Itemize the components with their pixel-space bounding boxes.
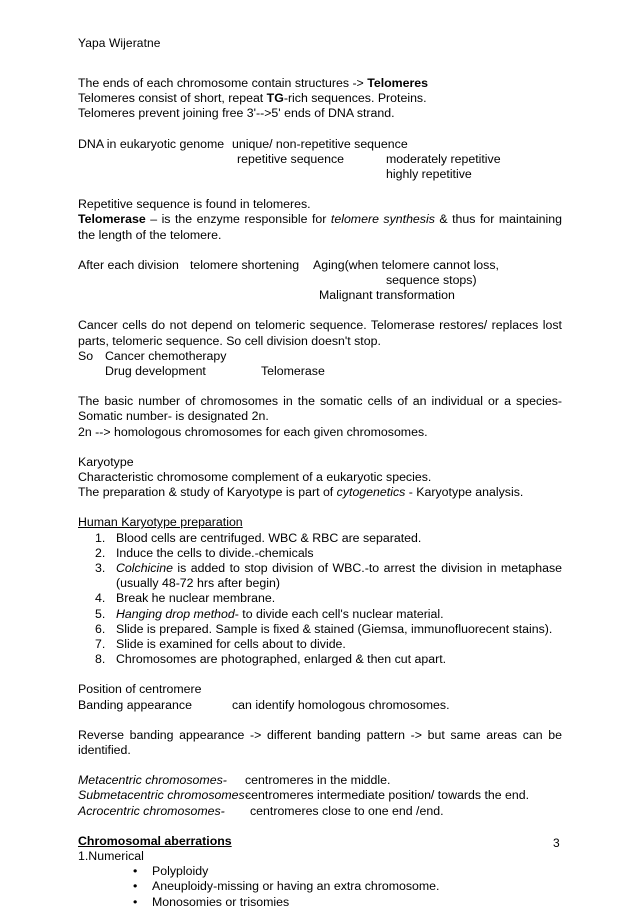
telomeres-line-2-end: -rich sequences. Proteins. [283,91,427,106]
type-desc-acrocentric: centromeres close to one end /end. [250,803,444,818]
aberrations-list [78,864,562,910]
telomeres-line-1-text: The ends of each chromosome contain structures -> [78,76,368,90]
type-row [78,804,562,819]
aberrations-numerical: 1.Numerical [78,848,144,863]
step-number: 6. [95,621,106,636]
karyotype-steps-list [78,531,562,668]
page-number: 3 [553,836,560,850]
list-item [78,652,562,667]
telomere-synthesis-term: telomere synthesis [330,212,435,227]
banding-identify: can identify homologous chromosomes. [232,697,450,712]
division-row-1 [78,258,562,273]
division-stops: sequence stops) [386,272,477,287]
centromere-position: Position of centromere [78,682,202,697]
somatic-paragraph: The basic number of chromosomes in the somatic cells of an individual or a species- Somatic number- is designated 2n. [78,394,562,424]
division-aging: Aging(when telomere cannot loss, [313,257,499,272]
list-item-text: Monosomies or trisomies [152,894,290,909]
step-text: Chromosomes are photographed, enlarged & then cut apart. [116,652,447,667]
list-item [78,879,562,894]
aberrations-title [78,834,562,849]
genome-row-1 [78,137,562,152]
genome-highly: highly repetitive [386,166,472,181]
step-text: Break he nuclear membrane. [116,591,276,606]
list-item [78,591,562,606]
list-item [78,637,562,652]
genome-repetitive: repetitive sequence [237,151,345,166]
step-text: is added to stop division of WBC.-to arrest the division in metaphase (usually 48-72 hrs after begin) [116,560,562,591]
division-after: After each division [78,257,179,272]
karyotype-definition: Characteristic chromosome complement of a eukaryotic species. [78,469,432,484]
cancer-chemo: Cancer chemotherapy [105,348,227,363]
type-row [78,788,562,803]
genome-row-2 [78,152,562,167]
banding-appearance: Banding appearance [78,697,192,712]
division-shortening: telomere shortening [190,257,300,272]
step-number: 2. [95,545,106,560]
type-row [78,773,562,788]
bullet-icon: • [133,864,138,879]
list-item [78,531,562,546]
list-item [78,607,562,622]
telomerase-def-text: – is the enzyme responsible for [145,212,331,227]
human-karyotype-title-text: Human Karyotype preparation [78,515,243,530]
bullet-icon: • [133,894,138,909]
cancer-drug-row [78,364,562,379]
karyotype-title: Karyotype [78,454,134,469]
list-item [78,622,562,637]
step-text: Blood cells are centrifuged. WBC & RBC are separated. [116,530,422,545]
page-content [78,76,562,910]
cancer-so: So [78,348,94,363]
telomeres-term: Telomeres [367,76,429,90]
list-item-text: Polyploidy [152,864,209,879]
telomeres-line-1 [78,76,562,91]
genome-moderate: moderately repetitive [386,151,501,166]
bullet-icon: • [133,879,138,894]
telomerase-def-end: & thus for maintaining the length of the telomere. [78,212,562,242]
telomeres-line-3: Telomeres prevent joining free 3'-->5' ends of DNA strand. [78,106,395,121]
somatic-homologous: 2n --> homologous chromosomes for each given chromosomes. [78,424,428,439]
genome-unique: unique/ non-repetitive sequence [232,136,408,151]
reverse-banding: Reverse banding appearance -> different banding pattern -> but same areas can be identified. [78,727,562,757]
type-desc-metacentric: centromeres in the middle. [245,773,391,788]
telomerase-intro: Repetitive sequence is found in telomeres. [78,197,311,212]
banding-row [78,698,562,713]
telomeres-line-2 [78,91,562,106]
type-desc-submetacentric: centromeres intermediate position/ towards the end. [245,788,530,803]
list-item [78,546,562,561]
division-row-2 [78,273,562,288]
karyotype-preparation [78,485,562,500]
cytogenetics-term: cytogenetics [336,485,406,500]
telomeres-line-2-text: Telomeres consist of short, repeat [78,91,267,106]
step-number: 5. [95,606,106,621]
list-item-text: Aneuploidy-missing or having an extra chromosome. [152,879,440,894]
tg-term: TG [266,91,284,106]
telomerase-term: Telomerase [78,212,146,227]
genome-label: DNA in eukaryotic genome [78,136,225,151]
human-karyotype-title [78,515,562,530]
step-number: 8. [95,652,106,667]
step-text: Induce the cells to divide.-chemicals [116,545,314,560]
genome-row-3 [78,167,562,182]
type-name-submetacentric: Submetacentric chromosomes- [78,788,249,803]
page-header-author: Yapa Wijeratne [78,36,161,50]
step-text: Slide is prepared. Sample is fixed & stained (Giemsa, immunofluorecent stains). [116,621,553,636]
division-row-3 [78,288,562,303]
list-item [78,895,562,910]
cancer-drug: Drug development [105,363,206,378]
telomerase-definition [78,212,562,242]
karyotype-prep-text: The preparation & study of Karyotype is part of [78,485,337,500]
hanging-drop-term: Hanging drop method [116,606,235,621]
step-number: 7. [95,636,106,651]
list-item [78,561,562,591]
colchicine-term: Colchicine [116,560,173,575]
aberrations-title-text: Chromosomal aberrations [78,833,232,848]
step-number: 1. [95,530,106,545]
step-text: Slide is examined for cells about to divide. [116,636,346,651]
karyotype-prep-end: - Karyotype analysis. [405,485,524,500]
type-name-metacentric: Metacentric chromosomes- [78,773,227,788]
cancer-paragraph: Cancer cells do not depend on telomeric sequence. Telomerase restores/ replaces lost parts, telomeric sequence. So cell division doesn't stop. [78,318,562,348]
type-name-acrocentric: Acrocentric chromosomes- [78,803,225,818]
list-item [78,864,562,879]
step-number: 4. [95,591,106,606]
cancer-so-row [78,349,562,364]
step-text: - to divide each cell's nuclear material. [234,606,444,621]
division-malignant: Malignant transformation [319,288,455,303]
cancer-telomerase: Telomerase [261,363,325,378]
step-number: 3. [95,560,106,575]
